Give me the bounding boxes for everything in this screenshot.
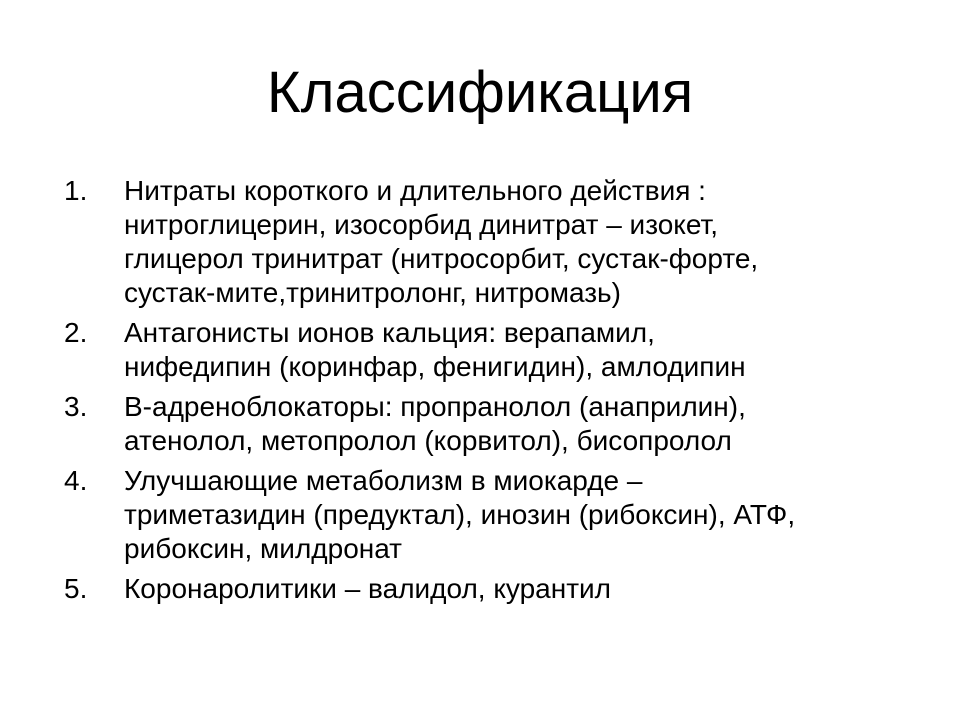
item-text-line: Нитраты короткого и длительного действия : bbox=[124, 175, 706, 206]
item-text-line: рибоксин, милдронат bbox=[124, 533, 403, 564]
item-text-line: сустак-мите,тринитролонг, нитромазь) bbox=[124, 277, 621, 308]
item-text-line: Коронаролитики – валидол, курантил bbox=[124, 573, 612, 604]
item-text-line: глицерол тринитрат (нитросорбит, сустак-форте, bbox=[124, 243, 759, 274]
item-number: 1. bbox=[64, 175, 88, 206]
item-text-line: нифедипин (коринфар, фенигидин), амлодипин bbox=[124, 351, 746, 382]
item-text-line: Улучшающие метаболизм в миокарде – bbox=[124, 465, 643, 496]
list-item-2 bbox=[64, 316, 924, 384]
list-item-5 bbox=[64, 572, 924, 606]
item-number: 2. bbox=[64, 317, 88, 348]
item-number: 3. bbox=[64, 391, 88, 422]
item-number: 4. bbox=[64, 465, 88, 496]
item-text-line: атенолол, метопролол (корвитол), бисопролол bbox=[124, 425, 732, 456]
list-item-4 bbox=[64, 464, 924, 566]
list-item-1 bbox=[64, 174, 924, 310]
list-item-3 bbox=[64, 390, 924, 458]
item-number: 5. bbox=[64, 573, 88, 604]
item-text-line: триметазидин (предуктал), инозин (рибоксин), АТФ, bbox=[124, 499, 796, 530]
item-text-line: нитроглицерин, изосорбид динитрат – изокет, bbox=[124, 209, 719, 240]
classification-list bbox=[64, 174, 924, 612]
item-text-line: В-адреноблокаторы: пропранолол (анаприлин), bbox=[124, 391, 746, 422]
slide-title: Классификация bbox=[266, 60, 694, 125]
item-text-line: Антагонисты ионов кальция: верапамил, bbox=[124, 317, 655, 348]
